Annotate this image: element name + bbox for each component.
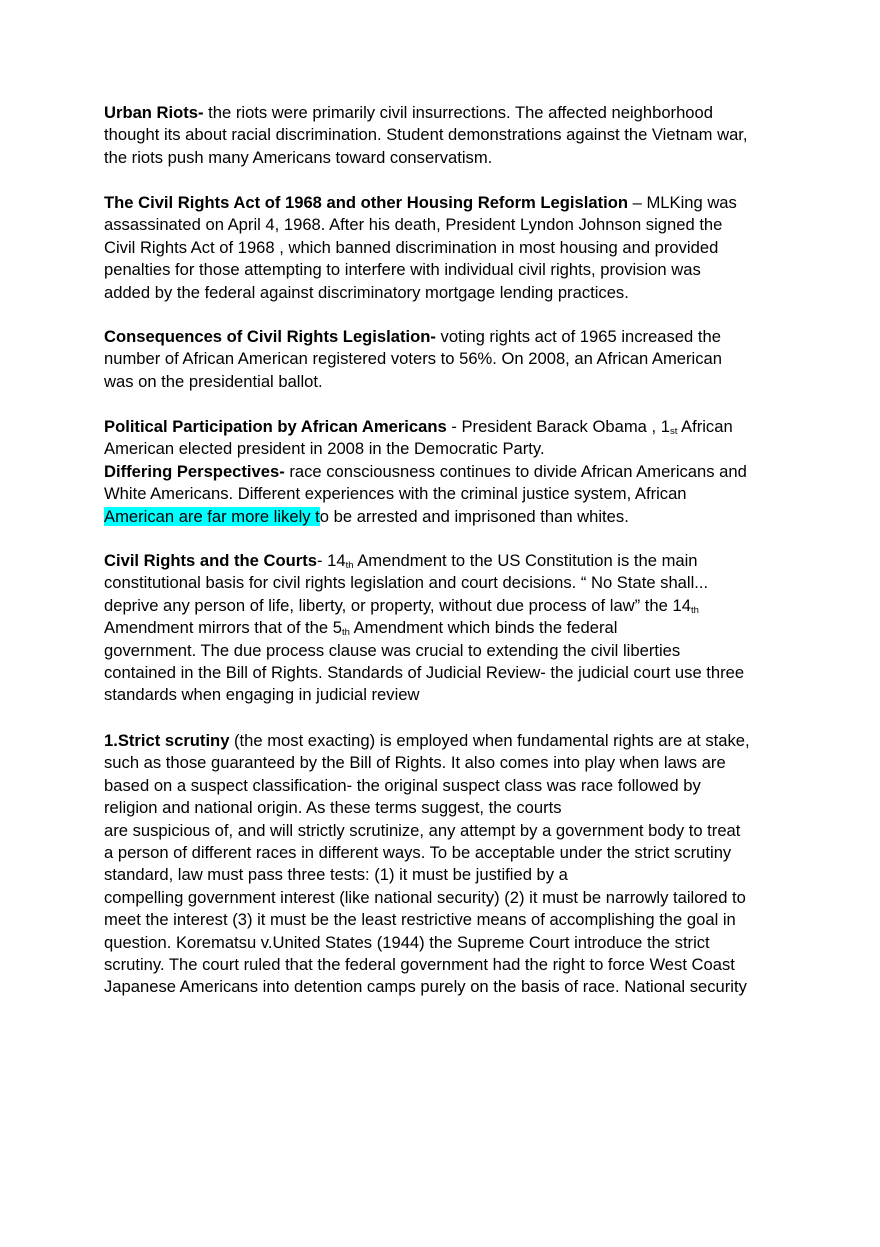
text-run: (the most exacting) is employed when fundamental rights are at stake, [229, 731, 750, 750]
text-run: voting rights act of 1965 increased the [435, 327, 721, 346]
text-line: the riots push many Americans toward conservatism. [104, 147, 493, 167]
text-line: American elected president in 2008 in the Democratic Party. [104, 439, 545, 459]
text-line [104, 617, 794, 639]
text-run: - President Barack Obama , 1 [446, 417, 670, 436]
text-line: question. Korematsu v.United States (1944) the Supreme Court introduce the strict [104, 932, 710, 952]
text-line [104, 192, 794, 214]
paragraph-heading: Civil Rights and the Courts [104, 551, 317, 570]
ordinal-suffix: th [690, 604, 699, 616]
text-line [104, 550, 794, 572]
ordinal-suffix: th [345, 560, 354, 571]
text-run: – MLKing was [628, 193, 737, 212]
text-line: religion and national origin. As these terms suggest, the courts [104, 798, 562, 818]
paragraph-political-participation [104, 416, 794, 528]
paragraph-civil-rights-courts [104, 550, 794, 707]
text-line [104, 416, 794, 438]
ordinal-suffix: th [341, 627, 350, 639]
paragraph-civil-rights-act-1968 [104, 192, 794, 304]
paragraph-heading: Differing Perspectives- [104, 461, 285, 481]
paragraph-urban-riots [104, 102, 794, 169]
text-line [104, 461, 794, 483]
text-line: based on a suspect classification- the original suspect class was race followed by [104, 775, 701, 795]
text-line: thought its about racial discrimination. Student demonstrations against the Vietnam war, [104, 125, 748, 145]
text-line: government. The due process clause was crucial to extending the civil liberties [104, 640, 681, 660]
text-line: such as those guaranteed by the Bill of Rights. It also comes into play when laws are [104, 753, 726, 773]
paragraph-strict-scrutiny [104, 730, 794, 999]
text-run: deprive any person of life, liberty, or property, without due process of law” the 14 [104, 595, 691, 615]
paragraph-consequences [104, 326, 794, 393]
text-run: Amendment which binds the federal [349, 618, 618, 638]
text-line [104, 730, 794, 752]
text-line: compelling government interest (like national security) (2) it must be narrowly tailored to [104, 887, 746, 907]
text-line: assassinated on April 4, 1968. After his death, President Lyndon Johnson signed the [104, 215, 723, 235]
text-line [104, 506, 794, 528]
text-line: constitutional basis for civil rights legislation and court decisions. “ No State shall... [104, 573, 709, 593]
text-run: Amendment to the US Constitution is the main [353, 551, 698, 570]
text-line: are suspicious of, and will strictly scrutinize, any attempt by a government body to treat [104, 820, 741, 840]
paragraph-heading: 1.Strict scrutiny [104, 731, 230, 750]
paragraph-heading: Political Participation by African Americans [104, 417, 447, 436]
text-run: African [677, 417, 733, 436]
text-line: meet the interest (3) it must be the least restrictive means of accomplishing the goal in [104, 910, 736, 930]
ordinal-suffix: st [669, 426, 678, 437]
text-line: scrutiny. The court ruled that the federal government had the right to force West Coast [104, 955, 735, 975]
text-run: the riots were primarily civil insurrections. The affected neighborhood [203, 103, 713, 122]
text-line: contained in the Bill of Rights. Standards of Judicial Review- the judicial court use three [104, 663, 745, 683]
text-run: race consciousness continues to divide African Americans and [284, 461, 747, 481]
text-line: standard, law must pass three tests: (1) it must be justified by a [104, 865, 568, 885]
paragraph-heading: The Civil Rights Act of 1968 and other Housing Reform Legislation [104, 193, 628, 212]
paragraph-heading: Consequences of Civil Rights Legislation- [104, 327, 436, 346]
text-line: added by the federal against discriminatory mortgage lending practices. [104, 282, 629, 302]
paragraph-heading: Urban Riots- [104, 103, 204, 122]
text-line: Japanese Americans into detention camps purely on the basis of race. National security [104, 977, 747, 997]
text-line: number of African American registered voters to 56%. On 2008, an African American [104, 349, 722, 369]
text-run: - 14 [316, 551, 346, 570]
text-line: a person of different races in different ways. To be acceptable under the strict scrutiny [104, 843, 732, 863]
text-run: o be arrested and imprisoned than whites. [319, 506, 629, 526]
highlighted-text: American are far more likely t [104, 506, 320, 526]
text-line [104, 102, 794, 124]
text-line [104, 326, 794, 348]
text-line: White Americans. Different experiences with the criminal justice system, African [104, 484, 687, 504]
text-line [104, 595, 794, 617]
text-run: Amendment mirrors that of the 5 [104, 618, 342, 638]
text-line: standards when engaging in judicial review [104, 685, 420, 705]
text-line: penalties for those attempting to interfere with individual civil rights, provision was [104, 260, 701, 280]
text-line: was on the presidential ballot. [104, 371, 323, 391]
text-line: Civil Rights Act of 1968 , which banned discrimination in most housing and provided [104, 237, 719, 257]
